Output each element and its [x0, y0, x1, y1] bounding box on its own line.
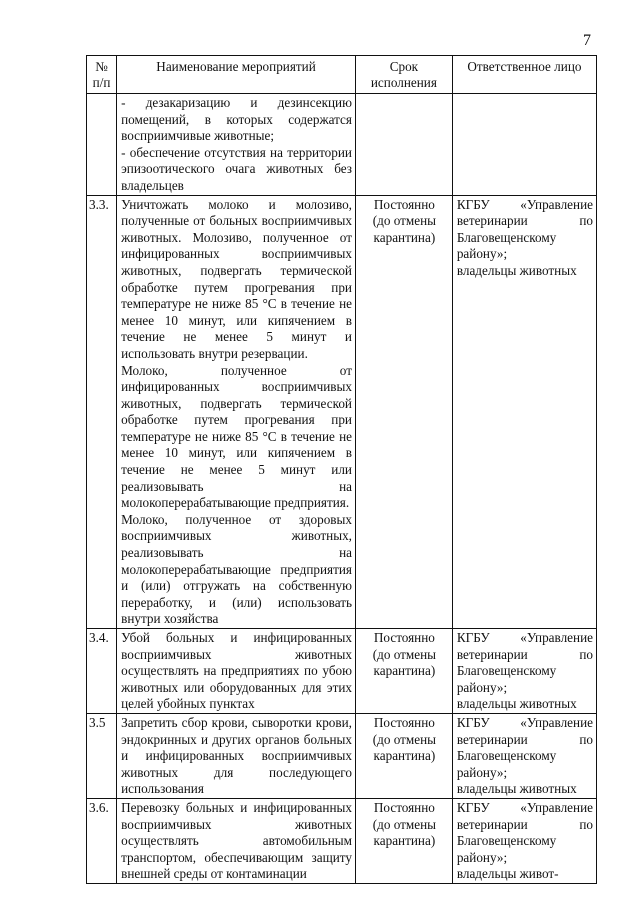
- term-cell: Постоянно (до отмены карантина): [355, 629, 452, 714]
- activity-cell: [117, 629, 356, 714]
- activity-paragraph: - дезакаризацию и дезинсекцию помещений, в которых содержатся восприимчивые животные;: [121, 95, 352, 144]
- table-row: [87, 713, 597, 798]
- header-activity: Наименование мероприятий: [117, 56, 356, 94]
- term-cell: [355, 94, 452, 196]
- row-number: 3.3.: [87, 195, 117, 628]
- responsible-cell: КГБУ «Управление ветеринарии по Благовещенскому району»; владельцы животных: [452, 629, 596, 714]
- responsible-cell: [452, 94, 596, 196]
- table-row: [87, 195, 597, 628]
- row-number: 3.4.: [87, 629, 117, 714]
- table-header-row: [87, 56, 597, 94]
- page-number: 7: [583, 32, 591, 49]
- table-row: [87, 94, 597, 196]
- activity-paragraph: Убой больных и инфицированных восприимчивых животных осуществлять на предприятиях по убою животных или оборудованных для этих целей убойных пунктах: [121, 630, 352, 712]
- activity-cell: [117, 713, 356, 798]
- responsible-cell: КГБУ «Управление ветеринарии по Благовещенскому району»; владельцы живот-: [452, 798, 596, 883]
- table-row: [87, 798, 597, 883]
- activity-paragraph: Уничтожать молоко и молозиво, полученные от больных восприимчивых животных. Молозиво, полученное от инфицированных восприимчивых животных, подвергать термической обработке путем прогревания при температуре не ниже 85 °С в течение не менее 10 минут, или кипячением в течение не менее 5 минут и использовать внутри резервации.: [121, 196, 352, 361]
- responsible-cell: КГБУ «Управление ветеринарии по Благовещенскому району»; владельцы животных: [452, 713, 596, 798]
- responsible-cell: КГБУ «Управление ветеринарии по Благовещенскому району»; владельцы животных: [452, 195, 596, 628]
- activity-cell: [117, 94, 356, 196]
- activity-paragraph: - обеспечение отсутствия на территории эпизоотического очага животных без владельцев: [121, 144, 352, 193]
- term-cell: Постоянно (до отмены карантина): [355, 713, 452, 798]
- table-row: [87, 629, 597, 714]
- header-num: № п/п: [87, 56, 117, 94]
- activity-cell: [117, 195, 356, 628]
- measures-table: [86, 55, 597, 884]
- activity-paragraph: Молоко, полученное от инфицированных восприимчивых животных, подвергать термической обработке путем прогревания при температуре не ниже 85 °С в течение не менее 10 минут, или кипячением в течение не менее 5 минут или реализовывать на молокоперерабатывающие предприятия.: [121, 362, 352, 511]
- row-number: 3.6.: [87, 798, 117, 883]
- row-number: [87, 94, 117, 196]
- activity-paragraph: Запретить сбор крови, сыворотки крови, эндокринных и других органов больных и инфицированных восприимчивых животных для последующего использования: [121, 714, 352, 797]
- term-cell: Постоянно (до отмены карантина): [355, 798, 452, 883]
- activity-cell: [117, 798, 356, 883]
- activity-paragraph: Молоко, полученное от здоровых восприимчивых животных, реализовывать на молокоперерабатывающие предприятия и (или) отгружать на собственную переработку, и (или) использовать внутри хозяйства: [121, 511, 352, 627]
- term-cell: Постоянно (до отмены карантина): [355, 195, 452, 628]
- row-number: 3.5: [87, 713, 117, 798]
- header-responsible: Ответственное лицо: [452, 56, 596, 94]
- header-term: Срок исполнения: [355, 56, 452, 94]
- activity-paragraph: Перевозку больных и инфицированных восприимчивых животных осуществлять автомобильным транспортом, обеспечивающим защиту внешней среды от контаминации: [121, 799, 352, 882]
